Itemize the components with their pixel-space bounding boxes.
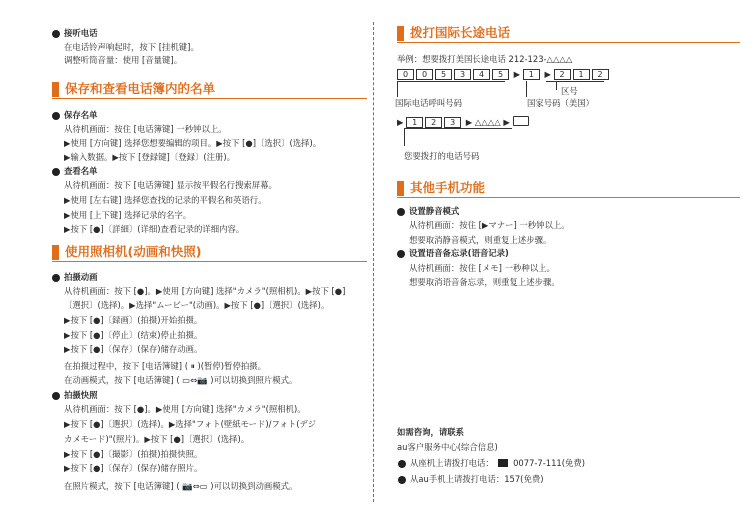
- dial-sequence-1: [397, 69, 611, 80]
- video-line-6: 在拍摄过程中，按下 [电话簿键] ( ⏸ )(暂停)暂停拍摄。: [64, 361, 266, 371]
- arrow-icon: ▶: [513, 69, 521, 79]
- view-line-2: ▶使用 [左右键] 选择您查找的记录的平假名和英语行。: [64, 195, 267, 205]
- section-bar: [397, 181, 404, 196]
- section-other: [397, 180, 740, 198]
- bracket-line: [397, 81, 398, 97]
- contact-center: au客户服务中心(综合信息): [397, 442, 498, 452]
- photo-line-3: カメモード)"(照片)。▶按下 [●]〔選択〕(选择)。: [64, 434, 250, 444]
- video-line-2: 〔選択〕(选择)。▶选择"ムービー"(动画)。▶按下 [●]〔選択〕(选择)。: [64, 300, 330, 310]
- arrow-icon: ▶: [465, 117, 473, 127]
- video-line-7: 在动画模式，按下 [电话簿键] ( ▭⇔📷 )可以切换到照片模式。: [64, 375, 298, 385]
- free-dial-icon: [498, 459, 508, 467]
- digit-box: 4: [473, 69, 490, 80]
- photo-line-2: ▶按下 [●]〔選択〕(选择)。▶选择"フォト(壁紙モード)/フォト(デジ: [64, 419, 317, 429]
- section-bar: [52, 82, 59, 97]
- photo-title: 拍摄快照: [64, 390, 98, 400]
- digit-box: 5: [492, 69, 509, 80]
- contact-landline: [410, 458, 585, 469]
- memo-title: 设置语音备忘录(语音记录): [409, 248, 509, 258]
- intl-example: 举例：想要拨打美国长途电话 212-123-△△△△: [397, 54, 573, 64]
- memo-line-1: 从待机画面：按住 [メモ] 一秒种以上。: [409, 263, 555, 273]
- section-title: 其他手机功能: [410, 180, 486, 195]
- bullet: [52, 274, 60, 282]
- answer-line-2: 调整听筒音量：使用 [音量键]。: [64, 55, 183, 65]
- section-intl: [397, 25, 740, 43]
- digit-box: 1: [523, 69, 540, 80]
- view-title: 查看名单: [64, 166, 98, 176]
- digit-box: 2: [425, 117, 442, 128]
- video-line-1: 从待机画面：按下 [●]。▶使用 [方向键] 选择"カメラ"(照相机)。▶按下 [●]: [64, 286, 346, 296]
- bullet: [397, 208, 405, 216]
- contact-title: 如需咨询，请联系: [397, 427, 464, 437]
- bracket-line: [556, 81, 557, 90]
- bullet: [52, 112, 60, 120]
- save-title: 保存名单: [64, 110, 98, 120]
- video-line-3: ▶按下 [●]〔録画〕(拍摄)开始拍摄。: [64, 315, 203, 325]
- contact-mobile: 从au手机上请拨打电话：157(免费): [410, 474, 544, 484]
- silent-line-2: 想要取消静音模式，则重复上述步骤。: [409, 235, 552, 245]
- dial-sequence-2: [397, 116, 530, 128]
- view-line-3: ▶使用 [上下键] 选择记录的名字。: [64, 210, 192, 220]
- arrow-icon: ▶: [544, 69, 551, 79]
- view-line-4: ▶按下 [●]〔詳細〕(详细)查看记录的详细内容。: [64, 224, 245, 234]
- column-divider: [373, 22, 374, 502]
- section-phonebook: [52, 81, 367, 99]
- silent-line-1: 从待机画面：按住 [▶マナー] 一秒钟以上。: [409, 220, 570, 230]
- view-line-1: 从待机画面：按下 [电话簿键] 显示按平假名行搜索屏幕。: [64, 180, 277, 190]
- section-camera: [52, 244, 367, 262]
- save-line-3: ▶输入数据。▶按下 [登録键]〔登録〕(注册)。: [64, 152, 235, 162]
- section-bar: [397, 26, 404, 41]
- bracket-line: [404, 128, 405, 146]
- digit-box: 1: [573, 69, 590, 80]
- section-title: 拨打国际长途电话: [410, 25, 511, 40]
- bullet: [397, 250, 405, 258]
- bracket-line: [404, 128, 512, 129]
- arrow-icon: ▶: [503, 117, 510, 127]
- save-line-1: 从待机画面：按住 [电话簿键] 一秒钟以上。: [64, 124, 227, 134]
- call-key-icon: [513, 116, 529, 126]
- silent-title: 设置静音模式: [409, 206, 460, 216]
- bracket-line: [546, 81, 604, 82]
- digit-box: 5: [435, 69, 452, 80]
- photo-line-6: 在照片模式，按下 [电话簿键] ( 📷⇔▭ )可以切换到动画模式。: [64, 481, 298, 491]
- arrow-icon: ▶: [397, 117, 404, 127]
- section-title: 保存和查看电话簿内的名单: [65, 81, 216, 96]
- digit-box: 1: [406, 117, 423, 128]
- digit-box: 0: [416, 69, 433, 80]
- video-line-5: ▶按下 [●]〔保存〕(保存)储存动画。: [64, 344, 203, 354]
- digit-box: 0: [397, 69, 414, 80]
- bracket-line: [397, 81, 505, 82]
- digit-box: 3: [454, 69, 471, 80]
- label-country-code: 国家号码（美国）: [527, 98, 594, 108]
- photo-line-4: ▶按下 [●]〔撮影〕(拍摄)拍摄快照。: [64, 449, 203, 459]
- bracket-line: [526, 81, 527, 97]
- bullet: [52, 168, 60, 176]
- section-bar: [52, 245, 59, 260]
- label-area-code: 区号: [561, 86, 578, 96]
- label-phone-number: 您要拨打的电话号码: [404, 151, 480, 161]
- label-intl-code: 国际电话呼叫号码: [395, 98, 462, 108]
- photo-line-5: ▶按下 [●]〔保存〕(保存)储存照片。: [64, 463, 203, 473]
- memo-line-2: 想要取消语音备忘录，则重复上述步骤。: [409, 277, 560, 287]
- digit-box: 3: [444, 117, 461, 128]
- save-line-2: ▶使用 [方向键] 选择您想要编辑的项目。▶按下 [●]〔选択〕(选择)。: [64, 138, 322, 148]
- contact-landline-number: 0077-7-111(免费): [513, 458, 586, 468]
- contact-landline-label: 从座机上请拨打电话：: [410, 458, 494, 468]
- bullet: [52, 30, 60, 38]
- answer-title: 接听电话: [64, 28, 98, 38]
- bullet: [398, 476, 406, 484]
- digit-box: 2: [592, 69, 609, 80]
- answer-line-1: 在电话铃声响起时，按下 [挂机键]。: [64, 42, 199, 52]
- bullet: [52, 392, 60, 400]
- bullet: [398, 460, 406, 468]
- section-title: 使用照相机(动画和快照): [65, 244, 202, 259]
- video-line-4: ▶按下 [●]〔停止〕(结束)停止拍摄。: [64, 330, 203, 340]
- digit-box: 2: [554, 69, 571, 80]
- photo-line-1: 从待机画面：按下 [●]。▶使用 [方向键] 选择"カメラ"(照相机)。: [64, 404, 306, 414]
- video-title: 拍摄动画: [64, 272, 98, 282]
- number-tail: △△△△: [474, 117, 501, 127]
